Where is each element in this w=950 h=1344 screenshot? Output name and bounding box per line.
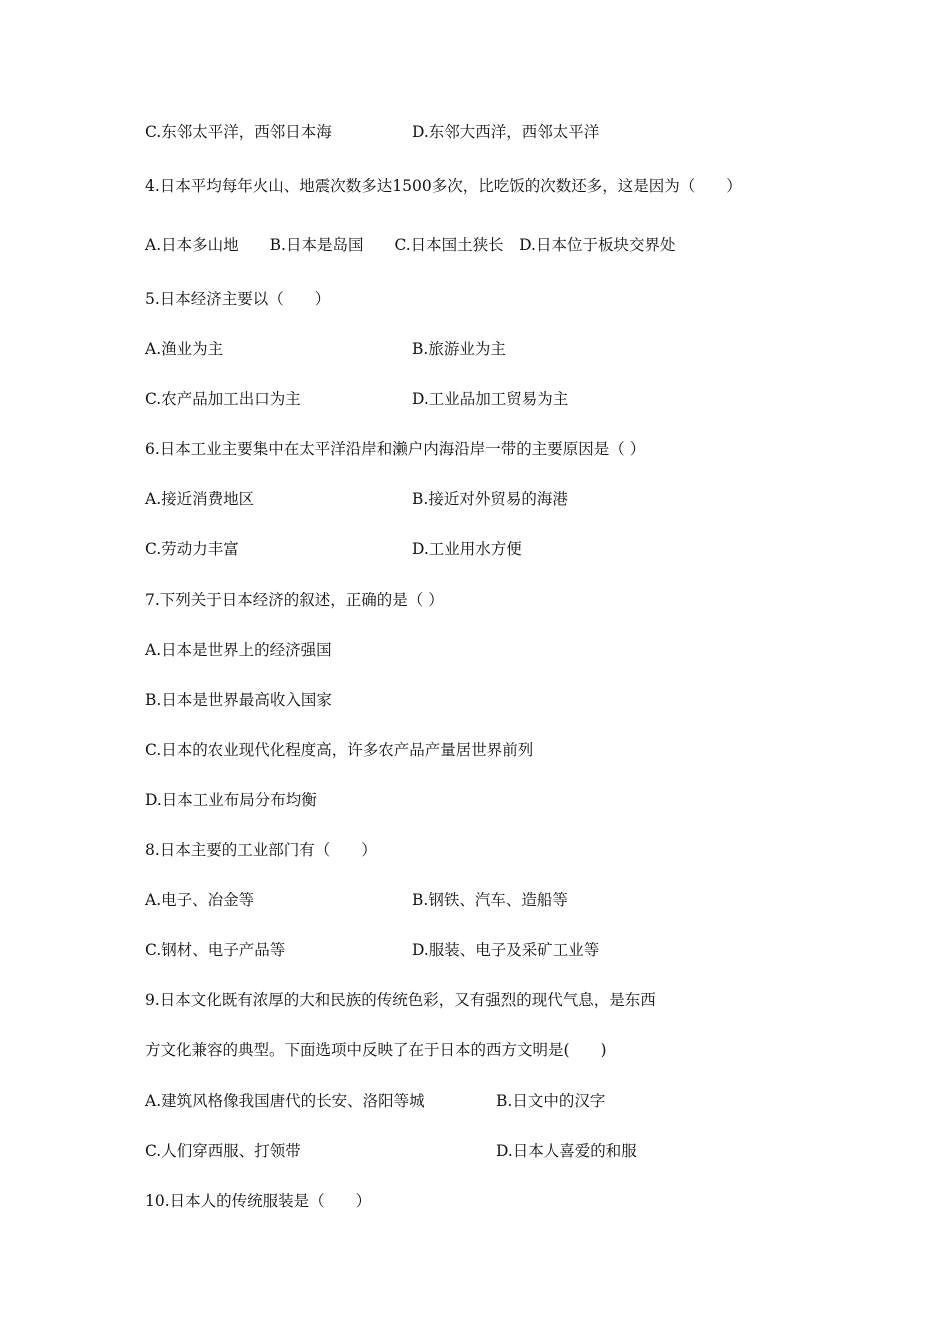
option-b-q5: B.旅游业为主: [412, 340, 506, 358]
option-d-q7: D.日本工业布局分布均衡: [145, 791, 317, 809]
question-10: 10.日本人的传统服装是（ ）: [145, 1192, 372, 1210]
question-6: 6.日本工业主要集中在太平洋沿岸和濑户内海沿岸一带的主要原因是（ ）: [145, 440, 646, 458]
option-c-q3: C.东邻太平洋，西邻日本海: [145, 123, 332, 141]
question-4: 4.日本平均每年火山、地震次数多达1500多次，比吃饭的次数还多，这是因为（ ）: [145, 177, 742, 195]
option-d-q6: D.工业用水方便: [412, 540, 522, 558]
option-c-q8: C.钢材、电子产品等: [145, 941, 286, 959]
question-5: 5.日本经济主要以（ ）: [145, 290, 331, 308]
option-d-q3: D.东邻大西洋，西邻太平洋: [412, 123, 600, 141]
option-b-q8: B.钢铁、汽车、造船等: [412, 891, 568, 909]
question-9-line-2: 方文化兼容的典型。下面选项中反映了在于日本的西方文明是( ): [145, 1041, 607, 1059]
option-b-q9: B.日文中的汉字: [496, 1092, 606, 1110]
option-a-q6: A.接近消费地区: [145, 490, 255, 508]
option-c-q7: C.日本的农业现代化程度高，许多农产品产量居世界前列: [145, 741, 534, 759]
option-d-q9: D.日本人喜爱的和服: [496, 1142, 637, 1160]
question-7: 7.下列关于日本经济的叙述，正确的是（ ）: [145, 591, 444, 609]
option-d-q5: D.工业品加工贸易为主: [412, 390, 569, 408]
options-q4: A.日本多山地 B.日本是岛国 C.日本国土狭长 D.日本位于板块交界处: [145, 236, 676, 254]
option-b-q6: B.接近对外贸易的海港: [412, 490, 568, 508]
option-a-q9: A.建筑风格像我国唐代的长安、洛阳等城: [145, 1092, 425, 1110]
question-9-line-1: 9.日本文化既有浓厚的大和民族的传统色彩，又有强烈的现代气息，是东西: [145, 991, 656, 1009]
option-a-q5: A.渔业为主: [145, 340, 224, 358]
option-b-q7: B.日本是世界最高收入国家: [145, 691, 332, 709]
option-d-q8: D.服装、电子及采矿工业等: [412, 941, 600, 959]
option-c-q9: C.人们穿西服、打领带: [145, 1142, 301, 1160]
question-8: 8.日本主要的工业部门有（ ）: [145, 841, 377, 859]
option-c-q5: C.农产品加工出口为主: [145, 390, 301, 408]
option-a-q7: A.日本是世界上的经济强国: [145, 641, 332, 659]
option-a-q8: A.电子、冶金等: [145, 891, 255, 909]
option-c-q6: C.劳动力丰富: [145, 540, 239, 558]
